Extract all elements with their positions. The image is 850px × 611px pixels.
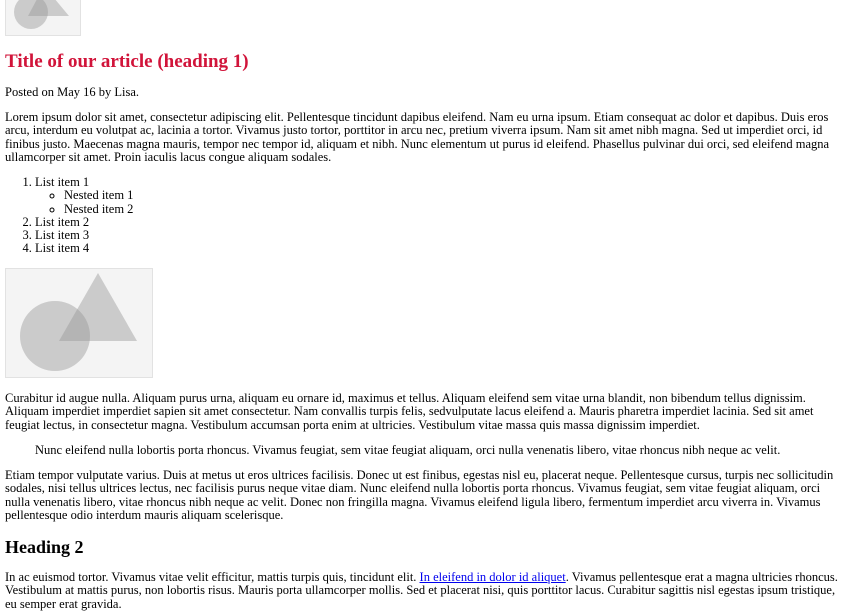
paragraph-text: In ac euismod tortor. Vivamus vitae velit efficitur, mattis turpis quis, tincidunt elit. xyxy=(5,570,420,584)
inline-link[interactable]: In eleifend in dolor id aliquet xyxy=(419,570,566,584)
figure-placeholder-image xyxy=(5,268,153,378)
placeholder-image-icon xyxy=(6,0,80,35)
paragraph: Etiam tempor vulputate varius. Duis at metus ut eros ultrices facilisis. Donec ut est finibus, egestas nisl eu, placerat neque. Pellentesque cursus, turpis nec sollicitudin sodales, nisi tellus ultrices lectus, nec facilisis purus neque vitae diam. Nunc eleifend nulla lobortis porta rhoncus. Vivamus feugiat, sem vitae feugiat aliquam, orci nulla venenatis libero, vitae rhoncus nibh neque ac velit. Donec non fringilla magna. Vivamus eleifend ligula libero, fermentum imperdiet arcu viverra in. Vivamus pellentesque odio interdum mauris aliquam scelerisque. xyxy=(5,468,834,522)
list-item: 3. List item 3 xyxy=(35,229,133,242)
nested-list-item: ◦ Nested item 2 xyxy=(64,203,133,216)
paragraph xyxy=(5,571,847,611)
ordered-list xyxy=(5,176,133,256)
paragraph: Curabitur id augue nulla. Aliquam purus urna, aliquam eu ornare id, maximus et tellus. Aliquam eleifend sem vitae urna blandit, non bibendum tellus dignissim. Aliquam imperdiet imperdiet sapien sit amet consectetur. Nam convallis turpis felis, sedvulputate lacus eleifend a. Mauris pharetra imperdiet lacinia. Sed sit amet feugiat lectus, in consectetur magna. Vestibulum accumsan porta enim at ultricies. Vestibulum vitae massa quis massa dignissim imperdiet. xyxy=(5,391,814,432)
placeholder-image-icon xyxy=(6,269,152,377)
nested-list xyxy=(35,189,133,216)
top-placeholder-image xyxy=(5,0,81,36)
list-item xyxy=(35,176,133,216)
list-item-label: List item 1 xyxy=(35,175,90,189)
nested-list-item: ◦ Nested item 1 xyxy=(64,189,133,202)
paragraph-text: . Vivamus pellentesque erat a magna ultricies rhoncus. Vestibulum at mattis purus, non lobortis risus. Mauris porta ullamcorper mollis. Sed et placerat nisi, quis porttitor lacus. Curabitur sagittis nisl egestas ipsum tristique, eu semper erat gravida. xyxy=(5,570,838,611)
post-meta: Posted on May 16 by Lisa. xyxy=(5,85,140,99)
heading-2: Heading 2 xyxy=(5,537,84,557)
article-title: Title of our article (heading 1) xyxy=(5,51,249,72)
list-item: 4. List item 4 xyxy=(35,242,133,255)
list-item: 2. List item 2 xyxy=(35,216,133,229)
blockquote: Nunc eleifend nulla lobortis porta rhoncus. Vivamus feugiat, sem vitae feugiat aliquam, orci nulla venenatis libero, vitae rhoncus nibh neque ac velit. xyxy=(35,443,781,457)
paragraph: Lorem ipsum dolor sit amet, consectetur adipiscing elit. Pellentesque tincidunt dapibus eleifend. Nam eu urna ipsum. Etiam consequat ac dolor et dapibus. Duis eros arcu, interdum eu volutpat ac, lacinia a tortor. Vivamus justo tortor, porttitor in arcu nec, pretium viverra ipsum. Nam sit amet nibh magna. Sed ut imperdiet orci, id finibus justo. Maecenas magna mauris, tempor nec tempor id, aliquam et nibh. Nunc elementum ut purus id eleifend. Phasellus pulvinar dui orci, sed eleifend magna ullamcorper sit amet. Proin iaculis lacus congue aliquam sodales. xyxy=(5,110,830,164)
